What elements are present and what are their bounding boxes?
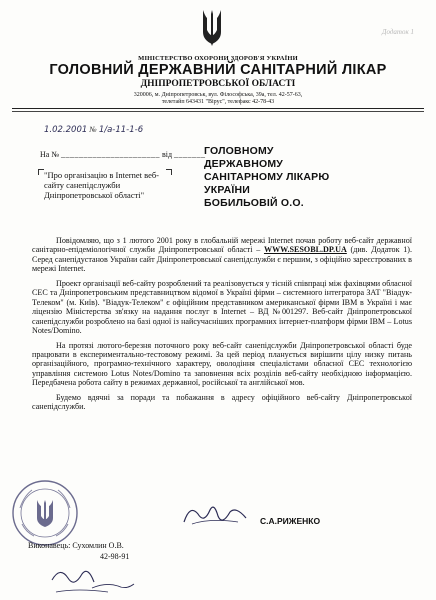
body-paragraph: Проект організації веб-сайту розроблений та реалізовується у тісній співпраці між фахівцями обласної СЕС та Дніпропетровським представництвом відомої в Україні фірми – системного інтегратора ЗАТ "Віадук-Телеком" (м. Київ). "Віадук-Телеком" є офіційним представником американської фірми IBM в Україні і має ліцензію Міністерства зв'язку на надання послуг в Internet – ВД №001297. Веб-сайт Дніпропетровської санепідслужби розроблено на базі одної із найсучасніших програмних інтернет-платформ фірми IBM – Lotus Notes/Domino. [32, 278, 412, 336]
outgoing-reference [44, 125, 143, 135]
page-title: ГОЛОВНИЙ ДЕРЖАВНИЙ САНІТАРНИЙ ЛІКАР [49, 62, 387, 78]
vid-label: від [161, 150, 173, 159]
signatory-name: С.А.РИЖЕНКО [260, 516, 321, 526]
website-link[interactable]: WWW.SESOBL.DP.UA [263, 245, 347, 255]
header-divider [12, 108, 424, 109]
trident-emblem-icon [200, 8, 224, 48]
executor-name: Сухомлин О.В. [72, 541, 124, 550]
body-paragraph: Повідомляю, що з 1 лютого 2001 року в глобальній мережі Internet почав роботу веб-сайт державної санітарно-епідеміологічної служби Дніпропетровської області – WWW.SESOBL.DP.UA (див. Додаток 1). Серед санепідустанов України сайт Дніпропетровської санепідслужби є першим, з офіційно зареєстрованих в мережі Internet. [32, 236, 412, 274]
letter-body [32, 236, 412, 417]
body-paragraph: На протязі лютого-березня поточного року веб-сайт санепідслужби Дніпропетровської області буде працювати в експериментально-тестовому режимі. За цей період планується вирішити цілу низку питань організаційного, програмно-технічного характеру, оволодіння спеціалістами обласної СЕС технологією управління системою Lotus Notes/Domino та заповнення всіх розділів веб-сайту необхідною інформацією. Передбачена робота сайту в режимах державної, російської та англійської мов. [32, 340, 412, 388]
executor-line [28, 541, 124, 550]
recipient-line: ДЕРЖАВНОМУ [204, 158, 284, 170]
incoming-reference: На № ______________________ від _______ [40, 150, 206, 159]
recipient-line: ГОЛОВНОМУ [204, 145, 274, 157]
official-seal-icon [10, 478, 80, 548]
header-divider [12, 111, 424, 112]
na-label: На № [40, 150, 59, 159]
outgoing-number: 1/а-11-1-6 [98, 125, 144, 135]
executor-phone: 42-98-91 [100, 552, 130, 561]
recipient-block [204, 145, 404, 210]
outgoing-date: 1.02.2001 [44, 125, 88, 135]
corner-note: Додаток 1 [382, 28, 414, 36]
ministry-name: МІНІСТЕРСТВО ОХОРОНИ ЗДОРОВ'Я УКРАЇНИ [138, 55, 298, 62]
address-line: 320006, м. Дніпропетровськ, вул. Філософська, 39а, тел. 42-57-63, [133, 92, 303, 98]
handwritten-note-icon [48, 562, 138, 596]
number-label: № [89, 125, 97, 134]
recipient-line: БОБИЛЬОВІЙ О.О. [204, 197, 304, 209]
recipient-line: УКРАЇНИ [204, 184, 251, 196]
region-name: ДНІПРОПЕТРОВСЬКОЇ ОБЛАСТІ [140, 79, 296, 89]
body-paragraph: Будемо вдячні за поради та побажання в адресу офіційного веб-сайту Дніпропетровської санепідслужби. [32, 392, 412, 412]
subject-line: "Про організацію в Internet веб-сайту санепідслужби Дніпропетровської області" [44, 170, 160, 200]
signature-scribble-icon [180, 500, 250, 530]
recipient-line: САНІТАРНОМУ ЛІКАРЮ [204, 171, 330, 183]
executor-label: Виконавець: [28, 541, 71, 550]
address-line: телетайп 643431 "Вірус", телефакс 42-78-43 [161, 99, 275, 105]
